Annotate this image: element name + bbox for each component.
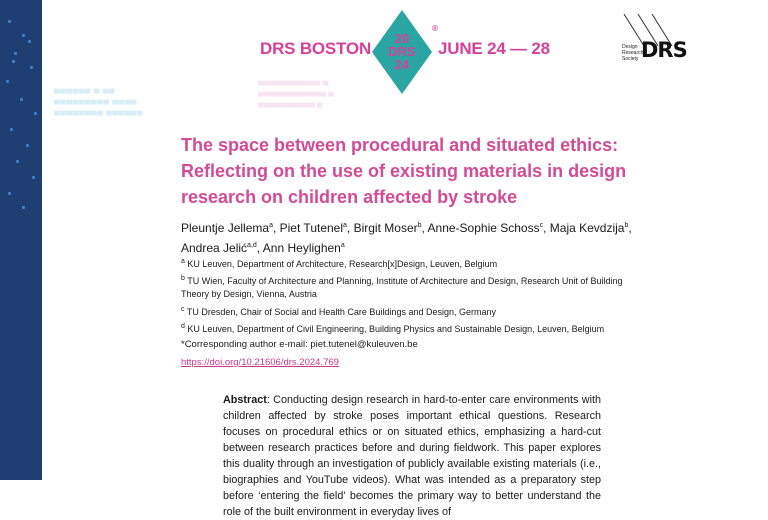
year-line-3: 24 [394, 57, 410, 72]
author-name: Anne-Sophie Schoss [427, 221, 540, 235]
decorative-dot [8, 20, 11, 23]
author-affiliation-mark: a [269, 222, 273, 229]
affiliation [181, 320, 641, 336]
decorative-dot [16, 160, 19, 163]
paper-title: The space between procedural and situated ethics: Reflecting on the use of existing materials in design research on children affected by stroke [181, 135, 627, 207]
author-affiliation-mark: b [417, 222, 422, 229]
drs-mark: DRS [641, 38, 687, 62]
year-line-2: DRS [388, 44, 416, 59]
author-name: Ann Heylighen [262, 241, 341, 255]
author-name: Pleuntje Jellema [181, 221, 270, 235]
abstract-text: : Conducting design research in hard-to-enter care environments with children affected by stroke poses important ethical questions. Research focuses on procedural ethics or on situated ethics, emphasizing a hard-cut between research practices before and during fieldwork. This paper explores this duality through an investigation of publicly available existing materials (i.e., biographies and YouTube videos). What was intended as a preparatory step before ‘entering the field’ becomes the primary way to better understand the role of the built environment in everyday lives of [223, 394, 601, 518]
author-affiliation-mark: a [343, 222, 347, 229]
author-name: Piet Tutenel [279, 221, 344, 235]
decorative-dot [6, 80, 9, 83]
year-line-1: 20 [394, 31, 410, 46]
registered-mark: ® [432, 24, 438, 33]
decorative-dot [12, 60, 15, 63]
affiliation-text: TU Dresden, Chair of Social and Health Care Buildings and Design, Germany [184, 307, 496, 317]
affiliation-text: TU Wien, Faculty of Architecture and Planning, Institute of Architecture and Design, Research Unit of Building Theory by Design, Vienna, Austria [181, 276, 623, 299]
author-name: Birgit Moser [353, 221, 418, 235]
affiliation-mark: b [181, 275, 185, 282]
decorative-dot [14, 52, 17, 55]
left-decorative-band [0, 0, 42, 480]
affiliation-text: KU Leuven, Department of Civil Engineering, Building Physics and Sustainable Design, Leuven, Belgium [184, 324, 605, 334]
author-affiliation-mark: a [340, 242, 345, 249]
decorative-dot [10, 128, 13, 131]
abstract [223, 392, 601, 520]
author-affiliation-mark: a,d [247, 242, 257, 249]
society-label: Design Research Society [622, 44, 644, 62]
decorative-dot [28, 40, 31, 43]
affiliation [181, 272, 641, 301]
decorative-dot [26, 144, 29, 147]
affiliation [181, 255, 641, 271]
decorative-dot [32, 176, 35, 179]
decorative-dot [8, 192, 11, 195]
decorative-dot [34, 112, 37, 115]
decorative-dot [30, 66, 33, 69]
banner-left-text: DRS BOSTON [260, 39, 372, 58]
doi-link[interactable]: https://doi.org/10.21606/drs.2024.769 [181, 357, 339, 368]
author-affiliation-mark: c [539, 222, 544, 229]
author-name: Maja Kevdzija [549, 221, 625, 235]
decorative-dot [22, 206, 25, 209]
faded-background-text: ▀▀▀▀▀▀ ▀ ▀▀ ▀▀▀▀▀▀▀▀▀ ▀▀▀▀ ▀▀▀▀▀▀▀▀ ▀▀▀▀▀▀ [54, 89, 144, 120]
decorative-dot [22, 34, 25, 37]
corresponding-author: *Corresponding author e-mail: piet.tutenel@kuleuven.be [181, 339, 418, 350]
abstract-label: Abstract [223, 394, 267, 406]
banner-right-text: JUNE 24 — 28 [438, 39, 550, 58]
affiliation-text: KU Leuven, Department of Architecture, Research[x]Design, Leuven, Belgium [184, 259, 498, 269]
drs-society-logo [622, 12, 687, 64]
decorative-dot [20, 98, 23, 101]
affiliation-mark: c [181, 306, 185, 313]
author-list: Pleuntje Jellema$^a$, Piet Tutenel$^a$, Birgit Moser$^b$, Anne-Sophie Schoss$^c$, Maja Kevdzija$^b$, Andrea Jelić$^{a,d}$, Ann Heylighen$^a$ [181, 221, 632, 255]
conference-banner [258, 10, 568, 90]
author-name: Andrea Jelić [181, 241, 248, 255]
affiliation [181, 303, 641, 319]
affiliation-mark: a [181, 258, 185, 265]
affiliation-mark: d [181, 323, 185, 330]
faded-background-text-2: ▀▀▀▀▀▀▀▀▀▀▀ ▀ ▀▀▀▀▀▀▀▀▀▀▀▀ ▀ ▀▀▀▀▀▀▀▀▀▀ ▀ [258, 81, 334, 112]
author-affiliation-mark: b [624, 222, 629, 229]
year-diamond-logo [372, 10, 432, 94]
